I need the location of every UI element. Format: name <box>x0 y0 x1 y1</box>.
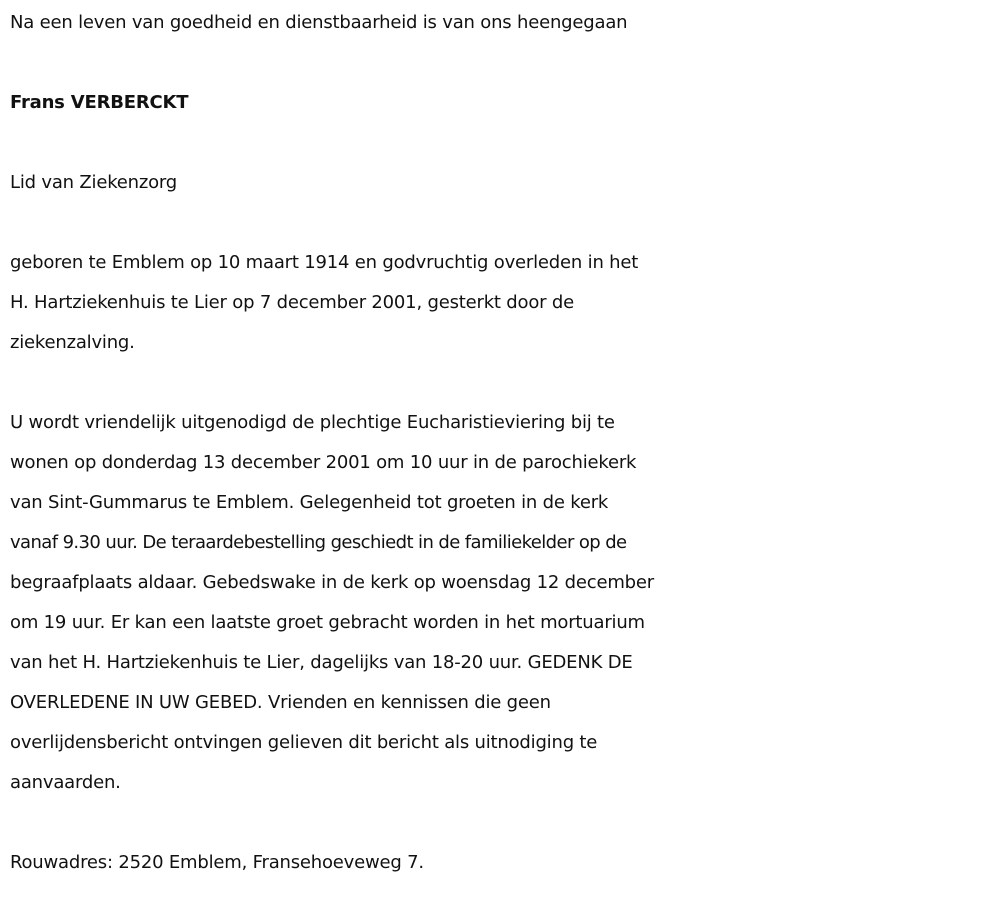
ceremony-line: om 19 uur. Er kan een laatste groet gebracht worden in het mortuarium <box>10 612 645 633</box>
ceremony-line: vanaf 9.30 uur. De teraardebestelling geschiedt in de familiekelder op de <box>10 532 627 553</box>
ceremony-line: overlijdensbericht ontvingen gelieven dit bericht als uitnodiging te <box>10 732 598 753</box>
mourning-address: Rouwadres: 2520 Emblem, Fransehoeveweg 7. <box>10 852 424 873</box>
birth-death-paragraph <box>10 243 995 363</box>
obituary-notice <box>10 3 995 883</box>
ceremony-line: wonen op donderdag 13 december 2001 om 10 uur in de parochiekerk <box>10 452 637 473</box>
deceased-name: Frans VERBERCKT <box>10 92 189 113</box>
ceremony-line: U wordt vriendelijk uitgenodigd de plechtige Eucharistieviering bij te <box>10 412 615 433</box>
ceremony-line: van Sint-Gummarus te Emblem. Gelegenheid tot groeten in de kerk <box>10 492 609 513</box>
birth-death-line: geboren te Emblem op 10 maart 1914 en godvruchtig overleden in het <box>10 252 639 273</box>
birth-death-line: ziekenzalving. <box>10 332 135 353</box>
ceremony-line: OVERLEDENE IN UW GEBED. Vrienden en kennissen die geen <box>10 692 551 713</box>
ceremony-line: van het H. Hartziekenhuis te Lier, dagelijks van 18-20 uur. GEDENK DE <box>10 652 633 673</box>
ceremony-paragraph <box>10 403 995 803</box>
ceremony-line: aanvaarden. <box>10 772 121 793</box>
birth-death-line: H. Hartziekenhuis te Lier op 7 december 2001, gesterkt door de <box>10 292 574 313</box>
membership-line: Lid van Ziekenzorg <box>10 172 178 193</box>
ceremony-line: begraafplaats aldaar. Gebedswake in de kerk op woensdag 12 december <box>10 572 654 593</box>
intro-line: Na een leven van goedheid en dienstbaarheid is van ons heengegaan <box>10 12 628 33</box>
